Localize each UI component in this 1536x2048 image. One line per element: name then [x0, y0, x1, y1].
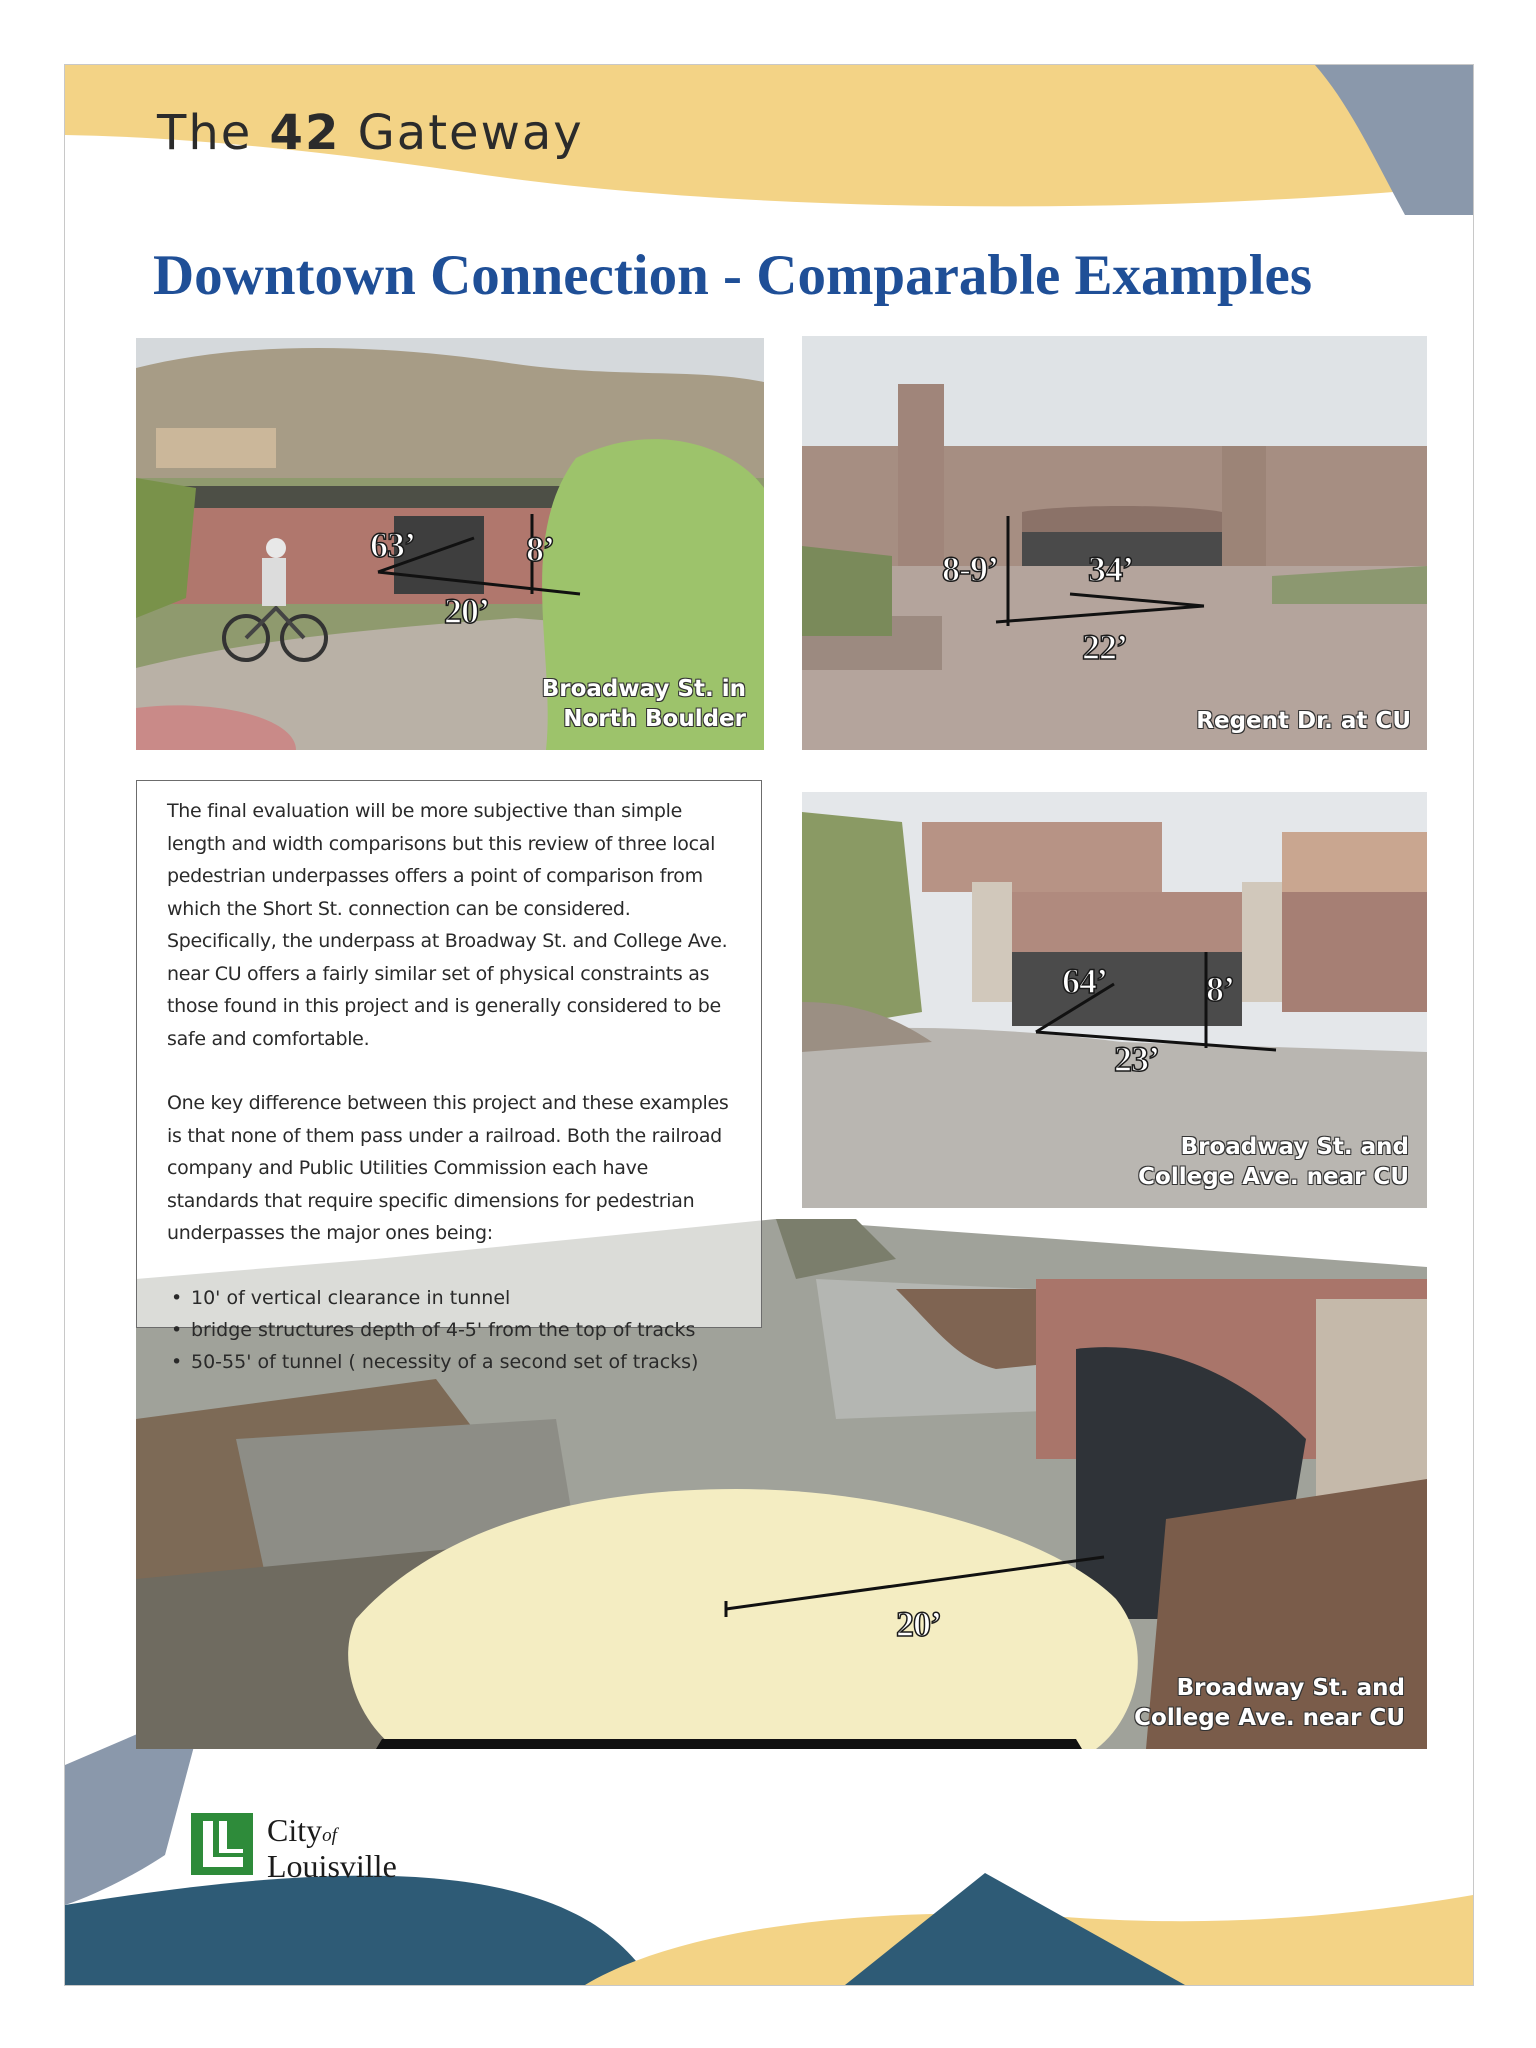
logo-of: of	[322, 1825, 337, 1846]
dim-length: 63’	[370, 525, 415, 565]
dim-width: 20’	[444, 591, 489, 631]
requirements-list	[167, 1282, 733, 1378]
body-text-box	[136, 780, 762, 1373]
dim-height: 8-9’	[942, 549, 998, 589]
dim-width: 23’	[1114, 1039, 1159, 1079]
photo-regent	[802, 336, 1427, 750]
body-paragraph-1: The final evaluation will be more subjective than simple length and width comparisons but this review of three local pedestrian underpasses offers a point of comparison from which the Short St. connection can be considered. Specifically, the underpass at Broadway St. and College Ave. near CU offers a fairly similar set of physical constraints as those found in this project and is generally considered to be safe and comfortable.	[167, 800, 728, 1050]
page-title: Downtown Connection - Comparable Examples	[153, 244, 1313, 307]
caption-line-1: Broadway St. and	[1176, 1675, 1405, 1701]
dim-width: 20’	[896, 1604, 941, 1644]
body-paragraph-2: One key difference between this project and these examples is that none of them pass under a railroad. Both the railroad company and Public Utilities Commission each have standards that require specific dimensions for pedestrian underpasses the major ones being:	[167, 1092, 729, 1244]
caption-college-ave-wide	[1134, 1673, 1405, 1733]
photo-college-ave	[802, 792, 1427, 1208]
caption-regent	[1196, 706, 1411, 736]
header-title	[157, 105, 584, 161]
dim-height: 8’	[1206, 969, 1234, 1009]
caption-line-2: College Ave. near CU	[1134, 1705, 1405, 1731]
list-item: • bridge structures depth of 4-5' from the top of tracks	[191, 1314, 733, 1346]
header-title-prefix: The	[157, 105, 253, 161]
caption-college-ave	[1138, 1132, 1409, 1192]
list-item: • 50-55' of tunnel ( necessity of a second set of tracks)	[191, 1346, 733, 1378]
photo-north-boulder	[136, 338, 764, 750]
caption-north-boulder	[542, 674, 746, 734]
louisville-logo-icon	[191, 1813, 253, 1875]
caption-line-2: College Ave. near CU	[1138, 1164, 1409, 1190]
poster-board	[64, 64, 1474, 1986]
logo-city: City	[267, 1812, 323, 1848]
regent-illustration	[802, 336, 1427, 750]
caption-line-2: North Boulder	[563, 706, 746, 732]
dim-height: 8’	[526, 529, 554, 569]
caption-line-1: Broadway St. and	[1180, 1134, 1409, 1160]
logo-louisville: Louisville	[267, 1848, 397, 1884]
caption-line-1: Regent Dr. at CU	[1196, 708, 1411, 734]
logo-text	[267, 1812, 397, 1884]
header-title-suffix: Gateway	[357, 105, 584, 161]
header-title-number: 42	[269, 105, 341, 161]
dim-width: 22’	[1082, 627, 1127, 667]
dim-length: 34’	[1088, 549, 1133, 589]
caption-line-1: Broadway St. in	[541, 676, 746, 702]
dim-length: 64’	[1062, 961, 1107, 1001]
list-item: • 10' of vertical clearance in tunnel	[191, 1282, 733, 1314]
